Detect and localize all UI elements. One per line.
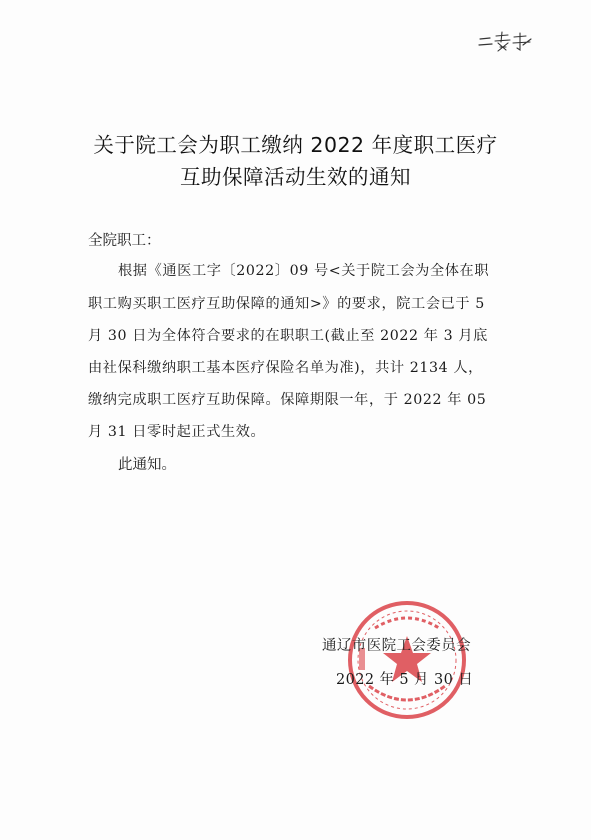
body-line: 根据《通医工字〔2022〕09 号<关于院工会为全体在职 [118, 263, 490, 279]
body-line: 职工购买职工医疗互助保障的通知>》的要求，院工会已于 5 [88, 296, 485, 312]
signer-organization: 通辽市医院工会委员会 [322, 638, 471, 654]
handwritten-note [476, 30, 536, 54]
salutation: 全院职工： [88, 233, 161, 249]
official-seal [345, 598, 469, 722]
signature-date: 2022 年 5 月 30 日 [336, 672, 474, 688]
document-title-line-2: 互助保障活动生效的通知 [180, 165, 411, 189]
closing-remark: 此通知。 [118, 457, 176, 473]
document-title-line-1: 关于院工会为职工缴纳 2022 年度职工医疗 [93, 133, 498, 157]
body-line: 缴纳完成职工医疗互助保障。保障期限一年，于 2022 年 05 [88, 392, 487, 408]
body-line: 月 30 日为全体符合要求的在职职工(截止至 2022 年 3 月底 [88, 328, 488, 344]
body-line: 由社保科缴纳职工基本医疗保险名单为准)，共计 2134 人， [88, 360, 483, 376]
body-line: 月 31 日零时起正式生效。 [88, 424, 266, 440]
